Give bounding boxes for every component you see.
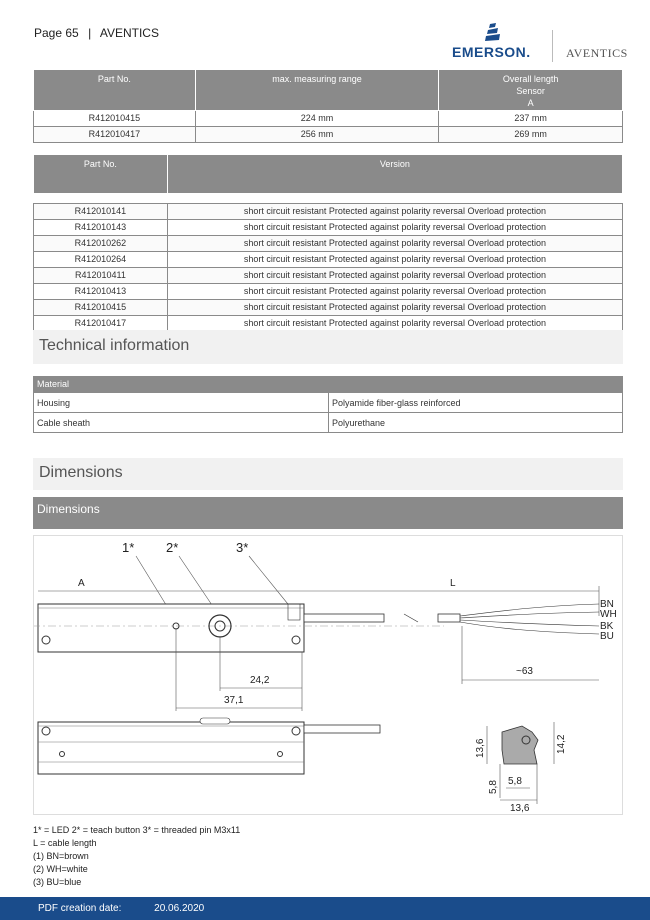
table-row <box>34 203 623 219</box>
sensor-body-side <box>38 722 304 774</box>
label-bk: BK <box>600 621 614 632</box>
table-row <box>34 283 623 299</box>
cell-component: Housing <box>34 393 329 412</box>
section-title-dimensions: Dimensions <box>33 458 623 490</box>
cell-part-no: R412010415 <box>34 299 168 315</box>
cell-part-no: R412010262 <box>34 235 168 251</box>
drawing-notes <box>33 824 240 889</box>
label-bn: BN <box>600 599 614 610</box>
cell-version: short circuit resistant Protected against polarity reversal Overload protection <box>167 219 622 235</box>
cell-version: short circuit resistant Protected against polarity reversal Overload protection <box>167 299 622 315</box>
cell-version: short circuit resistant Protected against polarity reversal Overload protection <box>167 235 622 251</box>
material-table <box>33 376 623 433</box>
measuring-range-table <box>33 70 623 143</box>
col-overall-length: Overall length Sensor A <box>439 70 623 110</box>
table-row <box>34 267 623 283</box>
label-bu: BU <box>600 631 614 642</box>
note-line: 1* = LED 2* = teach button 3* = threaded pin M3x11 <box>33 825 241 835</box>
label-wh: WH <box>600 609 617 620</box>
table-row <box>34 235 623 251</box>
table-row <box>34 251 623 267</box>
note-line: L = cable length <box>33 838 97 848</box>
cable-side <box>304 725 380 733</box>
table-row <box>34 299 623 315</box>
callout-teach-button: 2* <box>166 540 179 555</box>
wire-bu <box>460 622 599 634</box>
table-row <box>33 413 623 433</box>
callout-led: 1* <box>122 540 135 555</box>
cell-length: 237 mm <box>439 110 623 126</box>
cell-part-no: R412010264 <box>34 251 168 267</box>
cell-part-no: R412010143 <box>34 219 168 235</box>
callout-threaded-pin: 3* <box>236 540 249 555</box>
label-a: A <box>78 578 85 589</box>
table-row <box>33 393 623 413</box>
col-part-no: Part No. <box>34 155 168 193</box>
emerson-logo-icon <box>484 22 502 42</box>
logo-emerson: EMERSON. <box>452 44 531 60</box>
profile-section <box>502 726 538 764</box>
wire-wh <box>460 612 599 618</box>
cell-material: Polyurethane <box>332 418 386 428</box>
note-line: (1) BN=brown <box>33 851 89 861</box>
table-row <box>34 219 623 235</box>
cell-range: 224 mm <box>195 110 439 126</box>
dimension-drawing <box>33 535 623 815</box>
label-13-6-v: 13,6 <box>475 738 486 758</box>
col-version: Version <box>167 155 622 193</box>
cell-part-no: R412010411 <box>34 267 168 283</box>
section-title-technical: Technical information <box>33 330 623 364</box>
note-line: (3) BU=blue <box>33 877 82 887</box>
header-brand: AVENTICS <box>99 26 159 40</box>
cell-material: Polyamide fiber-glass reinforced <box>332 398 461 408</box>
label-14-2: 14,2 <box>556 734 567 754</box>
cell-part-no: R412010413 <box>34 283 168 299</box>
header-separator: | <box>88 26 92 40</box>
version-table <box>33 155 623 332</box>
cell-version: short circuit resistant Protected against polarity reversal Overload protection <box>167 203 622 219</box>
cell-version: short circuit resistant Protected against polarity reversal Overload protection <box>167 251 622 267</box>
label-l: L <box>450 578 456 589</box>
cell-part-no: R412010415 <box>34 110 196 126</box>
label-5-8-b: 5,8 <box>488 780 499 794</box>
cable-end <box>438 614 460 622</box>
table-row <box>34 110 623 126</box>
spacer-row <box>34 193 623 203</box>
company-logo <box>452 22 642 64</box>
table-row <box>34 315 623 331</box>
logo-trademark: . <box>526 44 531 60</box>
label-37-1: 37,1 <box>224 695 244 706</box>
logo-aventics: AVENTICS <box>566 46 628 60</box>
cell-part-no: R412010417 <box>34 315 168 331</box>
material-header: Material <box>33 376 623 393</box>
cable <box>304 614 384 622</box>
cell-component: Cable sheath <box>34 413 329 432</box>
teach-button-side <box>200 718 230 724</box>
label-63: ~63 <box>516 666 533 677</box>
cell-version: short circuit resistant Protected against polarity reversal Overload protection <box>167 283 622 299</box>
col-measuring-range: max. measuring range <box>195 70 439 110</box>
dimensions-panel-title: Dimensions <box>33 497 623 529</box>
label-13-6-h: 13,6 <box>510 803 530 814</box>
page-header <box>34 26 165 40</box>
sensor-body-top <box>38 604 304 652</box>
label-5-8-a: 5,8 <box>508 776 522 787</box>
cell-part-no: R412010141 <box>34 203 168 219</box>
cell-part-no: R412010417 <box>34 126 196 142</box>
table-row <box>34 126 623 142</box>
footer-label: PDF creation date: <box>38 903 122 914</box>
logo-divider <box>552 30 553 62</box>
footer-date: 20.06.2020 <box>154 903 205 914</box>
cell-version: short circuit resistant Protected against polarity reversal Overload protection <box>167 267 622 283</box>
note-line: (2) WH=white <box>33 864 88 874</box>
page-number: Page 65 <box>34 26 79 40</box>
col-part-no: Part No. <box>34 70 196 110</box>
technical-drawing <box>34 536 624 816</box>
page-footer <box>0 897 650 920</box>
cable-break <box>404 614 418 622</box>
cell-version: short circuit resistant Protected against polarity reversal Overload protection <box>167 315 622 331</box>
label-24-2: 24,2 <box>250 675 270 686</box>
cell-length: 269 mm <box>439 126 623 142</box>
cell-range: 256 mm <box>195 126 439 142</box>
